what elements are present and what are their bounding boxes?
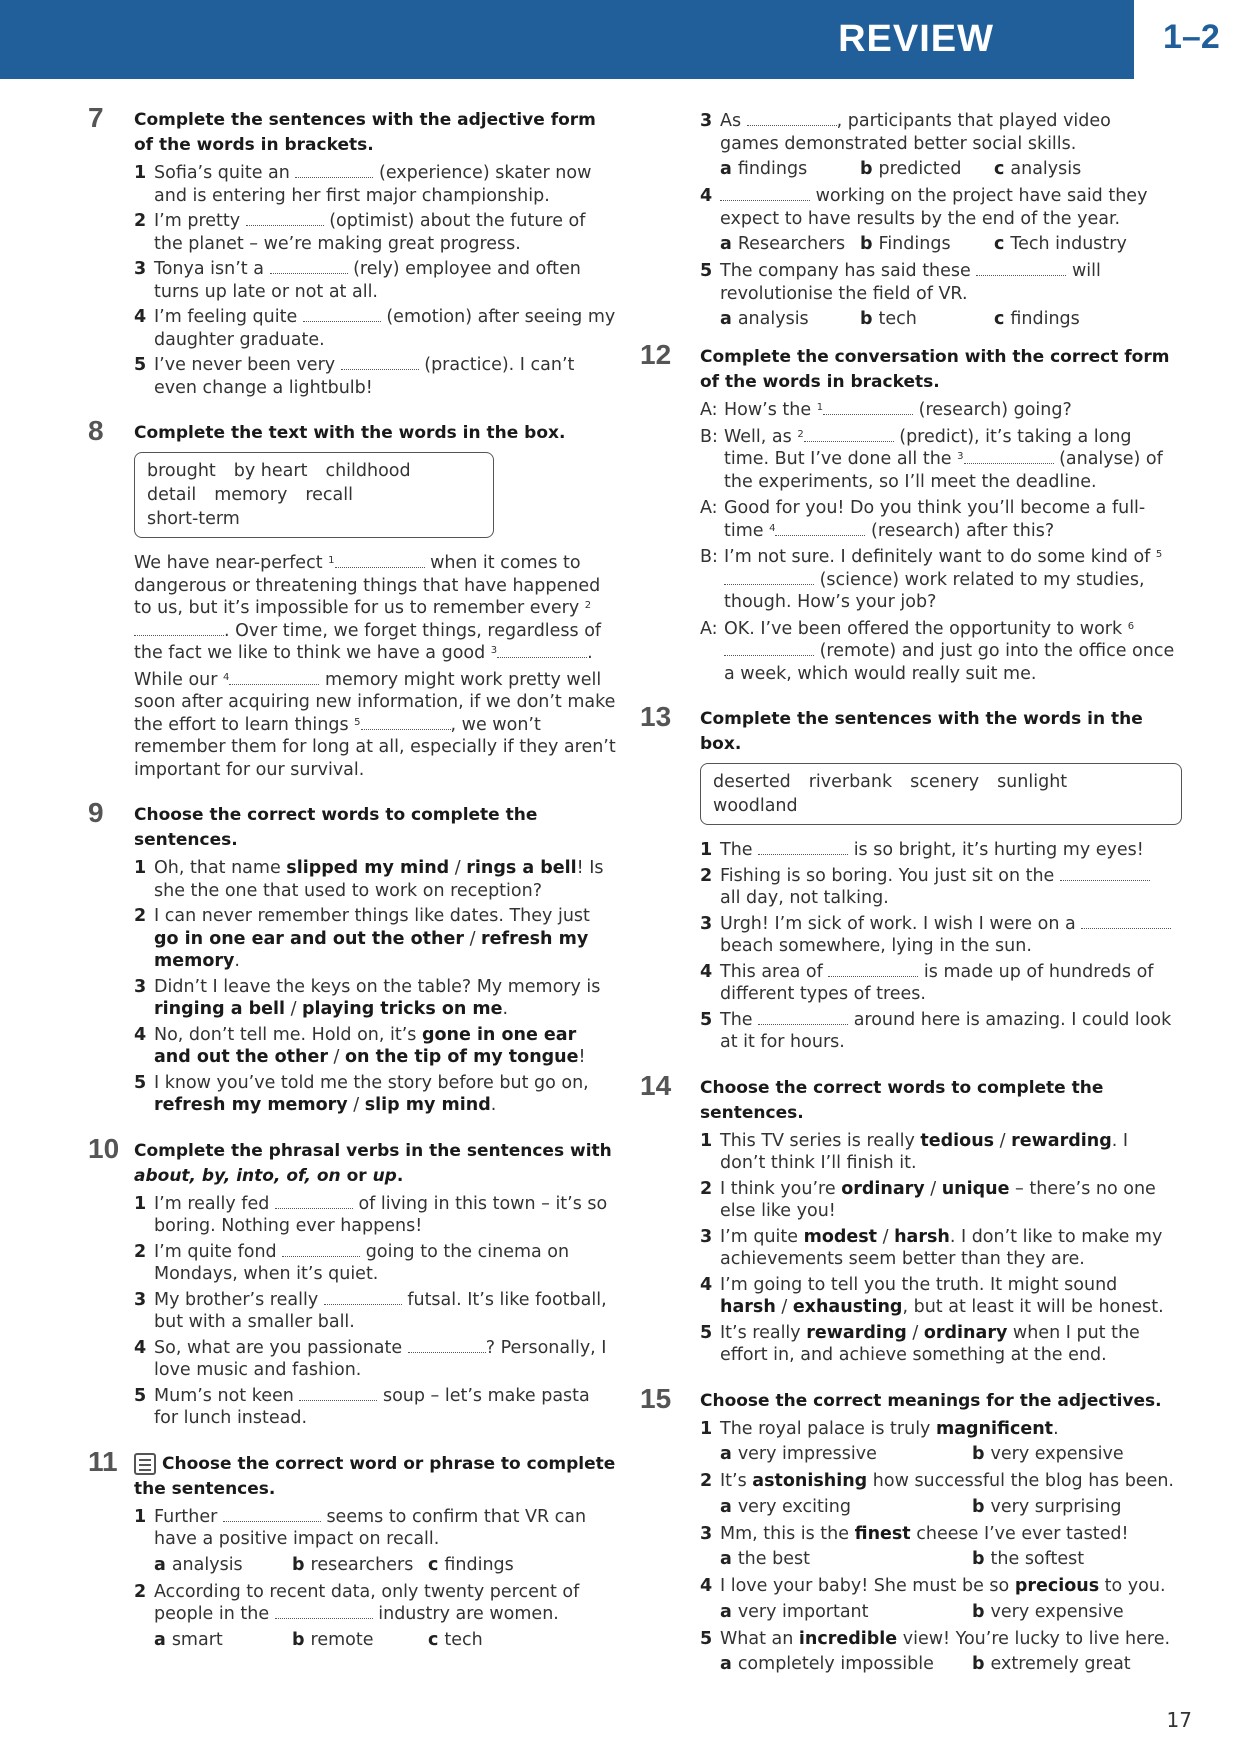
- option-c[interactable]: c analysis: [994, 159, 1082, 179]
- list-item: 1 Sofia’s quite an (experience) skater now and is entering her first major championship.: [134, 163, 592, 206]
- exercise-number: 14: [640, 1069, 672, 1101]
- answer-gap[interactable]: [758, 1011, 848, 1025]
- options-row: [720, 1548, 1175, 1573]
- answer-gap[interactable]: [823, 401, 913, 415]
- answer-gap[interactable]: [295, 164, 373, 178]
- options-row: [720, 158, 1175, 183]
- list-item: 4 This area of is made up of hundreds of different types of trees.: [700, 961, 1154, 1004]
- exercise-9: [88, 797, 618, 1117]
- exercise-number: 13: [640, 701, 672, 732]
- answer-gap[interactable]: [964, 450, 1054, 464]
- options-row: [720, 1601, 1175, 1626]
- option-1[interactable]: refresh my memory: [154, 1095, 348, 1115]
- option-b[interactable]: b Findings: [860, 234, 951, 254]
- list-item: 3 Mm, this is the finest cheese I’ve ever tasted!: [700, 1523, 1129, 1544]
- options-row: [154, 1629, 618, 1654]
- list-item: 5 The company has said these will revolutionise the field of VR.: [700, 261, 1101, 304]
- list-item: 2 It’s astonishing how successful the blog has been.: [700, 1471, 1174, 1491]
- text-icon: [134, 1453, 156, 1475]
- option-a[interactable]: a very impressive: [720, 1444, 877, 1464]
- answer-gap[interactable]: [724, 571, 814, 585]
- option-b[interactable]: b remote: [292, 1629, 374, 1650]
- option-2[interactable]: on the tip of my tongue: [345, 1047, 579, 1067]
- option-2[interactable]: exhausting: [792, 1297, 903, 1317]
- exercise-number: 9: [88, 797, 104, 828]
- answer-gap[interactable]: [324, 1291, 402, 1305]
- option-2[interactable]: playing tricks on me: [302, 999, 503, 1019]
- exercise-title: Complete the sentences with the words in the box.: [700, 709, 1143, 754]
- list-item: 1 Oh, that name slipped my mind / rings a bell! Is she the one that used to work on reception?: [134, 858, 604, 901]
- list-item: 2 Fishing is so boring. You just sit on the all day, not talking.: [700, 865, 1175, 910]
- list-item: 4 working on the project have said they expect to have results by the end of the year.: [700, 186, 1148, 229]
- option-b[interactable]: b predicted: [860, 159, 962, 179]
- answer-gap[interactable]: [720, 187, 810, 201]
- list-item: 1 Further seems to confirm that VR can have a positive impact on recall.: [134, 1506, 587, 1549]
- exercise-title: Choose the correct meanings for the adjectives.: [700, 1390, 1162, 1411]
- option-1[interactable]: ordinary: [841, 1178, 925, 1199]
- exercise-title: Complete the sentences with the adjective form of the words in brackets.: [134, 110, 596, 155]
- option-a[interactable]: a very important: [720, 1601, 869, 1622]
- list-item: 3 Urgh! I’m sick of work. I wish I were on a beach somewhere, lying in the sun.: [700, 913, 1175, 958]
- options-row: [720, 1496, 1175, 1521]
- list-item: 3 I’m quite modest / harsh. I don’t like to make my achievements seem better than they are.: [700, 1226, 1163, 1269]
- exercise-title: Complete the conversation with the correct form of the words in brackets.: [700, 347, 1170, 392]
- option-1[interactable]: harsh: [720, 1297, 776, 1317]
- list-item: 1 This TV series is really tedious / rewarding. I don’t think I’ll finish it.: [700, 1130, 1129, 1173]
- list-item: 5 It’s really rewarding / ordinary when I put the effort in, and achieve something at the end.: [700, 1322, 1140, 1365]
- option-1[interactable]: tedious: [920, 1130, 995, 1151]
- answer-gap[interactable]: [804, 428, 894, 442]
- option-2[interactable]: unique: [941, 1178, 1010, 1199]
- answer-gap[interactable]: [341, 356, 419, 370]
- list-item: 5 What an incredible view! You’re lucky to live here.: [700, 1628, 1171, 1649]
- option-1[interactable]: rewarding: [806, 1322, 907, 1343]
- answer-gap[interactable]: [758, 841, 848, 855]
- list-item: 2 I’m pretty (optimist) about the future of the planet – we’re making great progress.: [134, 211, 586, 254]
- answer-gap[interactable]: [299, 1387, 377, 1401]
- left-column: [88, 102, 618, 1676]
- conversation-line: B: I’m not sure. I definitely want to do some kind of $^5$ (science) work related to my studies, though. How’s your job?: [700, 547, 1163, 612]
- page-title: REVIEW: [838, 18, 994, 60]
- answer-gap[interactable]: [724, 642, 814, 656]
- conversation-line: A: How’s the $^1$ (research) going?: [700, 400, 1072, 420]
- answer-gap[interactable]: [976, 262, 1066, 276]
- option-1[interactable]: go in one ear and out the other: [154, 928, 464, 949]
- exercise-number: 8: [88, 415, 104, 446]
- unit-label: 1–2: [1163, 18, 1220, 56]
- list-item: 5 I know you’ve told me the story before but go on, refresh my memory / slip my mind.: [134, 1072, 589, 1115]
- options-row: [154, 1554, 618, 1579]
- conversation-line: A: Good for you! Do you think you’ll become a full-time $^4$ (research) after this?: [700, 498, 1146, 541]
- option-a[interactable]: a very exciting: [720, 1496, 851, 1517]
- list-item: 3 Tonya isn’t a (rely) employee and often turns up late or not at all.: [134, 259, 581, 302]
- exercise-15: [640, 1382, 1175, 1679]
- answer-gap[interactable]: [246, 212, 324, 226]
- option-1[interactable]: ringing a bell: [154, 999, 285, 1019]
- option-1[interactable]: slipped my mind: [286, 858, 450, 878]
- list-item: 5 I’ve never been very (practice). I can’t even change a lightbulb!: [134, 355, 575, 398]
- answer-gap[interactable]: [134, 622, 224, 636]
- answer-gap[interactable]: [408, 1339, 486, 1353]
- answer-gap[interactable]: [828, 963, 918, 977]
- list-item: 1 I’m really fed of living in this town – it’s so boring. Nothing ever happens!: [134, 1193, 608, 1236]
- exercise-title: Choose the correct words to complete the sentences.: [134, 805, 538, 850]
- list-item: 4 No, don’t tell me. Hold on, it’s gone in one ear and out the other / on the tip of my tongue!: [134, 1024, 586, 1067]
- exercise-14: [640, 1069, 1175, 1367]
- exercise-title: Complete the text with the words in the box.: [134, 423, 566, 443]
- list-item: 2 I think you’re ordinary / unique – there’s no one else like you!: [700, 1178, 1156, 1221]
- list-item: 4 I’m going to tell you the truth. It might sound harsh / exhausting, but at least it will be honest.: [700, 1274, 1164, 1317]
- word-box: brought by heart childhooddetail memory recallshort-term: [134, 452, 494, 538]
- exercise-title: Choose the correct words to complete the sentences.: [700, 1077, 1104, 1123]
- list-item: 4 I love your baby! She must be so precious to you.: [700, 1576, 1166, 1596]
- conversation-line: A: OK. I’ve been offered the opportunity to work $^6$ (remote) and just go into the office once a week, which would really suit me.: [700, 618, 1175, 684]
- exercise-title: Choose the correct word or phrase to complete the sentences.: [134, 1453, 616, 1499]
- list-item: 5 Mum’s not keen soup – let’s make pasta for lunch instead.: [134, 1385, 590, 1428]
- exercise-number: 12: [640, 339, 672, 370]
- list-item: 4 So, what are you passionate ? Personally, I love music and fashion.: [134, 1337, 607, 1380]
- option-a[interactable]: a completely impossible: [720, 1654, 934, 1674]
- conversation-line: B: Well, as $^2$ (predict), it’s taking a long time. But I’ve done all the $^3$ (analyse) of the experiments, so I’ll meet the deadline.: [700, 426, 1163, 492]
- option-2[interactable]: ordinary: [923, 1322, 1008, 1343]
- option-b[interactable]: b researchers: [292, 1554, 414, 1575]
- exercise-number: 15: [640, 1382, 672, 1414]
- answer-gap[interactable]: [275, 1605, 373, 1619]
- option-2[interactable]: rewarding: [1011, 1130, 1112, 1151]
- text-paragraph: While our $^4$ memory might work pretty well soon after acquiring new information, if we don’t make the effort to learn things $^5$ , we won’t remember them for long at all, especially if they aren’t important for our survival.: [134, 669, 616, 780]
- list-item: 2 I’m quite fond going to the cinema on Mondays, when it’s quiet.: [134, 1241, 570, 1284]
- options-row: [720, 1653, 1175, 1678]
- exercise-11: [88, 1445, 618, 1654]
- list-item: 5 The around here is amazing. I could look at it for hours.: [700, 1009, 1172, 1052]
- list-item: 4 I’m feeling quite (emotion) after seeing my daughter graduate.: [134, 307, 616, 350]
- exercise-11-continued: [640, 110, 1175, 333]
- answer-gap[interactable]: [747, 112, 837, 126]
- option-b[interactable]: b very expensive: [972, 1601, 1124, 1622]
- answer-gap[interactable]: [775, 522, 865, 536]
- page-number: 17: [1166, 1708, 1192, 1732]
- answer-gap[interactable]: [282, 1243, 360, 1257]
- option-b[interactable]: b very surprising: [972, 1496, 1122, 1517]
- option-2[interactable]: refresh my memory: [154, 928, 589, 971]
- exercise-8: [88, 415, 618, 781]
- list-item: 2 According to recent data, only twenty percent of people in the industry are women.: [134, 1581, 580, 1624]
- options-row: [720, 233, 1175, 258]
- answer-gap[interactable]: [223, 1508, 321, 1522]
- option-a[interactable]: a the best: [720, 1549, 810, 1569]
- option-c[interactable]: c tech: [428, 1629, 483, 1650]
- exercise-10: [88, 1132, 618, 1430]
- answer-gap[interactable]: [270, 260, 348, 274]
- answer-gap[interactable]: [1060, 867, 1150, 881]
- exercise-13: [640, 701, 1175, 1054]
- list-item: 1 The royal palace is truly magnificent.: [700, 1418, 1059, 1439]
- header-bar: [0, 0, 1134, 79]
- answer-gap[interactable]: [335, 554, 425, 568]
- option-a[interactable]: a smart: [154, 1629, 223, 1650]
- option-b[interactable]: b the softest: [972, 1549, 1085, 1569]
- exercise-title: Complete the phrasal verbs in the sentences with about, by, into, of, on or up.: [134, 1140, 612, 1186]
- option-c[interactable]: c findings: [994, 309, 1080, 329]
- option-1[interactable]: modest: [803, 1226, 878, 1247]
- answer-gap[interactable]: [303, 308, 381, 322]
- list-item: 3 Didn’t I leave the keys on the table? My memory is ringing a bell / playing tricks on me.: [134, 976, 601, 1019]
- options-row: [720, 1443, 1175, 1468]
- option-c[interactable]: c findings: [428, 1554, 514, 1575]
- exercise-number: 7: [88, 102, 104, 133]
- option-b[interactable]: b extremely great: [972, 1654, 1131, 1674]
- option-1[interactable]: gone in one ear and out the other: [154, 1024, 577, 1067]
- answer-gap[interactable]: [229, 671, 319, 685]
- option-b[interactable]: b tech: [860, 309, 917, 329]
- word-box: deserted riverbank scenery sunlightwoodland: [700, 763, 1182, 825]
- option-b[interactable]: b very expensive: [972, 1444, 1124, 1464]
- exercise-12: [640, 339, 1175, 685]
- list-item: 3 As , participants that played video games demonstrated better social skills.: [700, 111, 1111, 154]
- option-a[interactable]: a analysis: [720, 309, 809, 329]
- answer-gap[interactable]: [497, 644, 587, 658]
- answer-gap[interactable]: [275, 1195, 353, 1209]
- right-column: [640, 110, 1175, 1700]
- exercise-number: 10: [88, 1132, 120, 1164]
- option-a[interactable]: a Researchers: [720, 234, 846, 254]
- option-2[interactable]: harsh: [894, 1226, 950, 1247]
- list-item: 1 The is so bright, it’s hurting my eyes!: [700, 840, 1144, 860]
- exercise-number: 11: [88, 1445, 118, 1477]
- list-item: 3 My brother’s really futsal. It’s like football, but with a smaller ball.: [134, 1289, 607, 1332]
- option-a[interactable]: a analysis: [154, 1554, 243, 1575]
- answer-gap[interactable]: [1081, 915, 1171, 929]
- option-c[interactable]: c Tech industry: [994, 234, 1127, 254]
- option-2[interactable]: slip my mind: [364, 1095, 491, 1115]
- option-2[interactable]: rings a bell: [466, 858, 577, 878]
- answer-gap[interactable]: [361, 716, 451, 730]
- options-row: [720, 308, 1175, 333]
- option-a[interactable]: a findings: [720, 159, 808, 179]
- exercise-7: [88, 102, 618, 399]
- text-paragraph: We have near-perfect $^1$ when it comes to dangerous or threatening things that have happened to us, but it’s impossible for us to remember every $^2$. Over time, we forget things, regardless of the fact we like to think we have a good $^3$ .: [134, 553, 602, 663]
- list-item: 2 I can never remember things like dates. They just go in one ear and out the other / refresh my memory.: [134, 906, 590, 971]
